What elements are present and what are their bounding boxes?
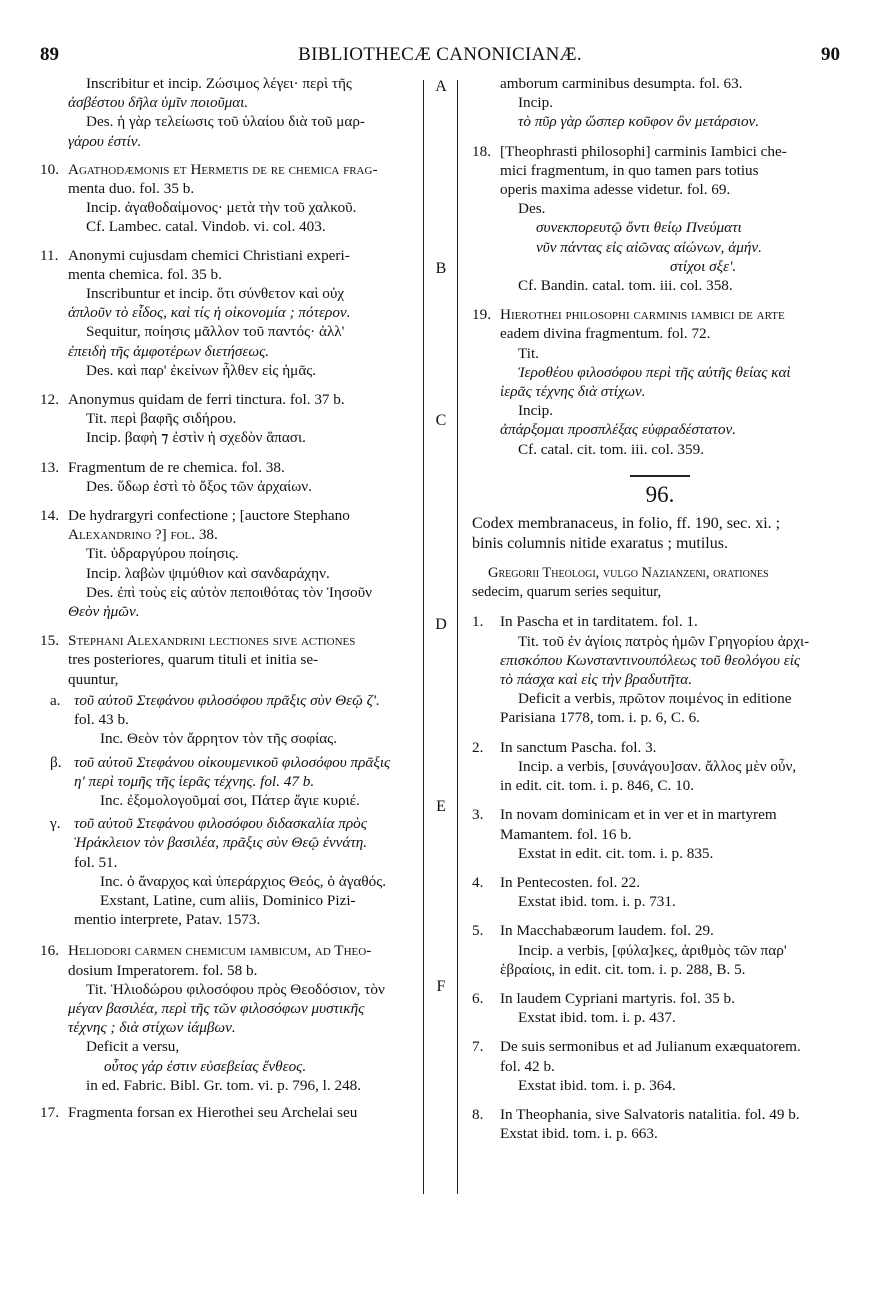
verse-count: στίχοι σξε'. bbox=[670, 257, 737, 275]
margin-letter-a: A bbox=[435, 78, 447, 95]
text-line: fol. 42 b. bbox=[500, 1057, 555, 1075]
text-line: Alexandrino ?] fol. 38. bbox=[68, 526, 218, 544]
section-gamma bbox=[50, 814, 420, 929]
margin-letter-d: D bbox=[435, 616, 447, 633]
entry-18 bbox=[472, 142, 848, 296]
incipit-line: Inc. ἐξομολογοῦμαί σοι, Πάτερ ἅγιε κυριέ. bbox=[100, 791, 360, 809]
entry-number: 15. bbox=[40, 632, 59, 650]
greek-line: τοῦ αὐτοῦ Στεφάνου φιλοσόφου πρᾶξις σὺν Θεῷ ζ'. bbox=[74, 691, 380, 709]
column-rule bbox=[423, 80, 424, 1194]
left-column bbox=[40, 74, 420, 1122]
text-line: Deficit a versu, bbox=[86, 1038, 180, 1056]
text-line: fol. 43 b. bbox=[74, 711, 129, 729]
entry-title: Fragmenta forsan ex Hierothei seu Archelai seu bbox=[68, 1103, 358, 1121]
text-line: Codex membranaceus, in folio, ff. 190, sec. xi. ; bbox=[472, 515, 781, 533]
reference-line: Exstat ibid. tom. i. p. 731. bbox=[518, 893, 676, 911]
incipit-label: Incip. bbox=[518, 402, 554, 420]
section-divider bbox=[630, 475, 690, 477]
text-line: Mamantem. fol. 16 b. bbox=[500, 825, 632, 843]
oration-2 bbox=[472, 738, 848, 796]
entry-title: In sanctum Pascha. fol. 3. bbox=[500, 738, 657, 756]
greek-line: γάρου ἐστίν. bbox=[68, 132, 142, 150]
running-title: BIBLIOTHECÆ CANONICIANÆ. bbox=[298, 44, 582, 65]
oration-7 bbox=[472, 1037, 848, 1095]
section-beta bbox=[50, 753, 420, 811]
text-line: Inscribuntur et incip. ὅτι σύνθετον καὶ οὐχ bbox=[86, 285, 345, 303]
text-line: menta duo. fol. 35 b. bbox=[68, 180, 195, 198]
entry-number: 10. bbox=[40, 160, 59, 178]
title-line: Tit. τοῦ ἐν ἁγίοις πατρὸς ἡμῶν Γρηγορίου ἀρχι- bbox=[518, 632, 810, 650]
greek-line: Θεὸν ἡμῶν. bbox=[68, 603, 140, 621]
section-letter: γ. bbox=[50, 815, 61, 833]
entry-19 bbox=[472, 305, 848, 459]
entry-title: In Pentecosten. fol. 22. bbox=[500, 873, 641, 891]
greek-line: τέχνης ; διὰ στίχων ἰάμβων. bbox=[68, 1019, 236, 1037]
section-alpha bbox=[50, 691, 420, 749]
text-line: fol. 51. bbox=[74, 853, 118, 871]
entry-number: 8. bbox=[472, 1105, 484, 1123]
entry-title: Agathodæmonis et Hermetis de re chemica frag- bbox=[68, 160, 378, 178]
verse-line: τὸ πῦρ γὰρ ὥσπερ κοῦφον ὂν μετάρσιον. bbox=[518, 113, 760, 131]
desinit-line: Des. καὶ παρ' ἐκείνων ἦλθεν εἰς ἡμᾶς. bbox=[86, 361, 317, 379]
entry-number: 13. bbox=[40, 458, 59, 476]
entry-title: Hierothei philosophi carminis iambici de arte bbox=[500, 306, 785, 324]
text-line: menta chemica. fol. 35 b. bbox=[68, 265, 222, 283]
reference-line: ἑβραίοις, in edit. cit. tom. i. p. 288, B. 5. bbox=[500, 960, 746, 978]
right-column bbox=[472, 74, 848, 1143]
reference-line: Cf. Bandin. catal. tom. iii. col. 358. bbox=[518, 277, 733, 295]
entry-number: 2. bbox=[472, 738, 484, 756]
entry-17 bbox=[40, 1103, 420, 1122]
incipit-line: Incip. a verbis, [συνάγου]σαν. ἄλλος μὲν οὖν, bbox=[518, 757, 797, 775]
codex-number: 96. bbox=[645, 481, 675, 507]
desinit-line: Des. ἐπὶ τοὺς εἰς αὐτὸν πεποιθότας τὸν Ἰησοῦν bbox=[86, 583, 373, 601]
text-line: sedecim, quarum series sequitur, bbox=[472, 584, 662, 601]
text-line: Des. ἡ γὰρ τελείωσις τοῦ ὑλαίου διὰ τοῦ μαρ- bbox=[86, 113, 365, 131]
entry-number: 11. bbox=[40, 246, 59, 264]
entry-title: De hydrargyri confectione ; [auctore Stephano bbox=[68, 507, 350, 525]
title-label: Tit. bbox=[518, 344, 539, 362]
entry-title: Stephani Alexandrini lectiones sive actiones bbox=[68, 632, 356, 650]
margin-letter-b: B bbox=[435, 260, 447, 277]
oration-8 bbox=[472, 1105, 848, 1143]
running-header bbox=[40, 44, 840, 70]
reference-line: Cf. Lambec. catal. Vindob. vi. col. 403. bbox=[86, 218, 326, 236]
entry-14 bbox=[40, 506, 420, 621]
left-page-number: 89 bbox=[40, 44, 59, 65]
entry-15 bbox=[40, 631, 420, 689]
entry-title: [Theophrasti philosophi] carminis Iambici che- bbox=[500, 142, 787, 160]
greek-line: τὸ πάσχα καὶ εἰς τὴν βραδυτῆτα. bbox=[500, 671, 693, 689]
codex-description bbox=[472, 514, 848, 554]
margin-letter-f: F bbox=[436, 978, 446, 995]
entry-number: 6. bbox=[472, 989, 484, 1007]
section-letter: β. bbox=[50, 753, 62, 771]
text-line: Deficit a verbis, πρῶτον ποιμένος in editione bbox=[518, 690, 792, 708]
entry-number: 7. bbox=[472, 1038, 484, 1056]
text-line: amborum carminibus desumpta. fol. 63. bbox=[500, 75, 743, 92]
reference-line: Parisiana 1778, tom. i. p. 6, C. 6. bbox=[500, 709, 700, 727]
incipit-line: Inc. Θεὸν τὸν ἄρρητον τὸν τῆς σοφίας. bbox=[100, 730, 337, 748]
entry-title: De suis sermonibus et ad Julianum exæquatorem. bbox=[500, 1038, 801, 1056]
greek-line: η' περὶ τομῆς τῆς ἱερᾶς τέχνης. fol. 47 b. bbox=[74, 772, 315, 790]
title-line: Tit. Ἡλιοδώρου φιλοσόφου πρὸς Θεοδόσιον, τὸν bbox=[86, 980, 385, 998]
entry-number: 16. bbox=[40, 942, 59, 960]
text-line: Exstant, Latine, cum aliis, Dominico Pizi- bbox=[100, 891, 356, 909]
text-line: eadem divina fragmentum. fol. 72. bbox=[500, 325, 711, 343]
text-line: binis columnis nitide exaratus ; mutilus. bbox=[472, 535, 728, 553]
entry-number: 18. bbox=[472, 142, 491, 160]
section-letter: a. bbox=[50, 691, 61, 709]
greek-line: ἱερᾶς τέχνης διὰ στίχων. bbox=[500, 383, 646, 401]
entry-title: In Theophania, sive Salvatoris natalitia. fol. 49 b. bbox=[500, 1105, 800, 1123]
entry-number: 1. bbox=[472, 613, 484, 631]
oration-5 bbox=[472, 921, 848, 979]
oration-4 bbox=[472, 873, 848, 911]
entry-number: 17. bbox=[40, 1103, 59, 1121]
greek-line: Ἡράκλειον τὸν βασιλέα, πρᾶξις σὺν Θεῷ ἐννάτη. bbox=[74, 834, 368, 852]
entry-title: In novam dominicam et in ver et in martyrem bbox=[500, 806, 777, 824]
greek-line: ἀσβέστου δῆλα ὑμῖν ποιοῦμαι. bbox=[68, 94, 249, 112]
text-line: operis maxima adesse videtur. fol. 69. bbox=[500, 181, 731, 199]
desinit-label: Des. bbox=[518, 200, 546, 218]
reference-line: Cf. catal. cit. tom. iii. col. 359. bbox=[518, 440, 705, 458]
entry-title: In laudem Cypriani martyris. fol. 35 b. bbox=[500, 989, 735, 1007]
text-line: Incip. bbox=[518, 94, 554, 112]
reference-line: Exstat ibid. tom. i. p. 364. bbox=[518, 1076, 676, 1094]
greek-line: ἐπειδὴ τῆς ἀμφοτέρων διετήσεως. bbox=[68, 342, 270, 360]
greek-line: τοῦ αὐτοῦ Στεφάνου οἰκουμενικοῦ φιλοσόφου πρᾶξις bbox=[74, 753, 391, 771]
entry-title: Anonymus quidam de ferri tinctura. fol. 37 b. bbox=[68, 391, 345, 409]
text-line: dosium Imperatorem. fol. 58 b. bbox=[68, 961, 258, 979]
entry-12 bbox=[40, 390, 420, 448]
oration-3 bbox=[472, 805, 848, 863]
entry-title: In Macchabæorum laudem. fol. 29. bbox=[500, 922, 714, 940]
entry-title: Anonymi cujusdam chemici Christiani experi- bbox=[68, 246, 350, 264]
verse-line: οὗτος γάρ ἐστιν εὐσεβείας ἔνθεος. bbox=[104, 1057, 307, 1075]
entry-number: 19. bbox=[472, 306, 491, 324]
title-line: Tit. ὑδραργύρου ποίησις. bbox=[86, 545, 239, 563]
right-page-number: 90 bbox=[821, 44, 840, 65]
text-line: Gregorii Theologi, vulgo Nazianzeni, orationes bbox=[488, 565, 769, 582]
incipit-line: Incip. λαβὼν ψιμύθιον καὶ σανδαράχην. bbox=[86, 564, 330, 582]
text-line: quuntur, bbox=[68, 670, 119, 688]
reference-line: Exstat in edit. cit. tom. i. p. 835. bbox=[518, 844, 714, 862]
margin-letter-e: E bbox=[436, 798, 446, 815]
entry-number: 4. bbox=[472, 873, 484, 891]
text-line: tres posteriores, quarum tituli et initia se- bbox=[68, 651, 319, 669]
title-line: Tit. περὶ βαφῆς σιδήρου. bbox=[86, 410, 237, 428]
column-margin bbox=[421, 74, 461, 1194]
incipit-line: Incip. a verbis, [φύλα]κες, ἀριθμὸς τῶν παρ' bbox=[518, 941, 787, 959]
incipit-line: Incip. βαφὴ ⁊ ἐστὶν ἡ σχεδὸν ἅπασι. bbox=[86, 429, 306, 447]
text-line: mentio interprete, Patav. 1573. bbox=[74, 911, 261, 929]
column-rule bbox=[457, 80, 458, 1194]
entry-title: Heliodori carmen chemicum iambicum, ad Theo- bbox=[68, 942, 372, 960]
text-line: Inscribitur et incip. Ζώσιμος λέγει· περὶ τῆς bbox=[86, 75, 352, 92]
greek-line: τοῦ αὐτοῦ Στεφάνου φιλοσόφου διδασκαλία πρὸς bbox=[74, 815, 367, 833]
entry-title: In Pascha et in tarditatem. fol. 1. bbox=[500, 613, 698, 631]
greek-line: Ἱεροθέου φιλοσόφου περὶ τῆς αὐτῆς θείας καὶ bbox=[518, 363, 791, 381]
incipit-line: Incip. ἀγαθοδαίμονος· μετὰ τὴν τοῦ χαλκοῦ. bbox=[86, 199, 357, 217]
continued-entry bbox=[40, 74, 420, 151]
reference-line: Exstat ibid. tom. i. p. 437. bbox=[518, 1009, 676, 1027]
oration-6 bbox=[472, 989, 848, 1027]
reference-line: in ed. Fabric. Bibl. Gr. tom. vi. p. 796, l. 248. bbox=[86, 1076, 362, 1094]
reference-line: Exstat ibid. tom. i. p. 663. bbox=[500, 1125, 658, 1143]
incipit-line: Inc. ὁ ἄναρχος καὶ ὑπεράρχιος Θεός, ὁ ἀγαθός. bbox=[100, 872, 387, 890]
greek-line: επισκόπου Κωνσταντινουπόλεως τοῦ θεολόγου εἰς bbox=[500, 651, 801, 669]
entry-title: Fragmentum de re chemica. fol. 38. bbox=[68, 458, 285, 476]
desinit-line: Des. ὕδωρ ἐστὶ τὸ ὄξος τῶν ἀρχαίων. bbox=[86, 477, 312, 495]
text-line: Sequitur, ποίησις μᾶλλον τοῦ παντός· ἀλλ' bbox=[86, 323, 345, 341]
entry-16 bbox=[40, 941, 420, 1095]
codex-contents-intro bbox=[472, 564, 848, 602]
entry-number: 3. bbox=[472, 806, 484, 824]
entry-10 bbox=[40, 160, 420, 237]
verse-line: συνεκπορευτῷ ὄντι θείῳ Πνεύματι bbox=[536, 219, 742, 237]
entry-number: 5. bbox=[472, 922, 484, 940]
verse-line: νῦν πάντας εἰς αἰῶνας αἰώνων, ἀμήν. bbox=[536, 238, 762, 256]
oration-1 bbox=[472, 612, 848, 727]
greek-line: μέγαν βασιλέα, περὶ τῆς τῶν φιλοσόφων μυστικῆς bbox=[68, 999, 365, 1017]
greek-line: ἁπλοῦν τὸ εἶδος, καὶ τίς ἡ οἰκονομία ; πότερον. bbox=[68, 304, 351, 322]
entry-number: 14. bbox=[40, 507, 59, 525]
margin-letter-c: C bbox=[435, 412, 447, 429]
text-line: mici fragmentum, in quo tamen pars totius bbox=[500, 161, 759, 179]
verse-line: ἀπάρξομαι προσπλέξας εὐφραδέστατον. bbox=[500, 421, 736, 439]
entry-13 bbox=[40, 458, 420, 496]
entry-number: 12. bbox=[40, 391, 59, 409]
continued-entry bbox=[472, 74, 848, 132]
entry-11 bbox=[40, 246, 420, 380]
reference-line: in edit. cit. tom. i. p. 846, C. 10. bbox=[500, 777, 695, 795]
